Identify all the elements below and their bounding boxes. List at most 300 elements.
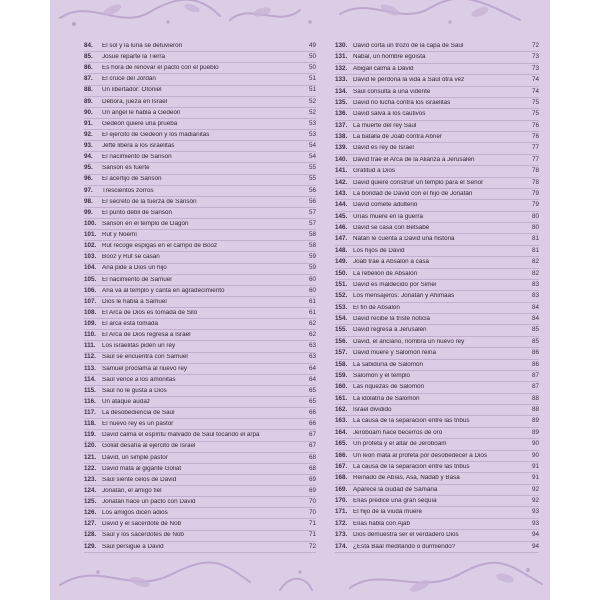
entry-number: 169. xyxy=(335,485,348,493)
entry-page-number: 56 xyxy=(308,197,316,205)
entry-number: 91. xyxy=(84,119,93,127)
toc-entry xyxy=(335,200,539,211)
entry-page-number: 82 xyxy=(531,258,539,266)
entry-number: 165. xyxy=(335,440,348,448)
entry-number: 107. xyxy=(84,297,97,305)
toc-entry xyxy=(335,155,539,166)
entry-title: Las riquezas de Salomón xyxy=(353,384,425,391)
entry-title: David muere y Salomón reina xyxy=(353,350,436,357)
entry-page-number: 77 xyxy=(531,155,539,163)
entry-number: 100. xyxy=(84,219,97,227)
entry-page-number: 70 xyxy=(308,509,316,517)
entry-title: David corta un trozo de la capa de Saúl xyxy=(353,43,464,50)
entry-number: 136. xyxy=(335,110,348,118)
entry-page-number: 94 xyxy=(531,531,539,539)
entry-page-number: 79 xyxy=(531,201,539,209)
entry-title: El hijo de la viuda muere xyxy=(353,509,422,516)
entry-title: El sol y la luna se detuvieron xyxy=(102,42,183,49)
entry-page-number: 56 xyxy=(308,186,316,194)
entry-page-number: 76 xyxy=(531,121,539,129)
entry-page-number: 50 xyxy=(308,53,316,61)
toc-entry xyxy=(335,485,539,496)
entry-number: 173. xyxy=(335,531,348,539)
toc-left-column xyxy=(84,41,316,553)
toc-entry xyxy=(84,108,316,119)
entry-number: 124. xyxy=(84,486,97,494)
entry-page-number: 53 xyxy=(308,119,316,127)
entry-number: 152. xyxy=(335,292,348,300)
toc-entry xyxy=(84,286,316,297)
entry-page-number: 69 xyxy=(308,486,316,494)
entry-title: El nuevo rey es un pastor xyxy=(102,421,174,428)
entry-page-number: 85 xyxy=(531,326,539,334)
entry-title: Salomón y el templo xyxy=(353,372,411,379)
entry-title: David trae el Arca de la Alianza a Jerusalén xyxy=(353,156,475,163)
entry-title: David salva a los cautivos xyxy=(353,111,426,118)
entry-number: 118. xyxy=(84,420,96,428)
entry-number: 138. xyxy=(335,133,348,141)
entry-page-number: 88 xyxy=(531,394,539,402)
toc-entry xyxy=(335,132,539,143)
toc-entry xyxy=(335,439,539,450)
entry-title: Reinado de Abías, Asa, Nadab y Basá xyxy=(353,475,460,482)
toc-entry xyxy=(84,397,316,408)
entry-title: Sansón es fuerte xyxy=(102,165,150,172)
entry-number: 147. xyxy=(335,235,348,243)
entry-page-number: 77 xyxy=(531,144,539,152)
entry-number: 131. xyxy=(335,53,348,61)
entry-page-number: 69 xyxy=(308,475,316,483)
toc-entry xyxy=(84,442,316,453)
entry-page-number: 68 xyxy=(308,453,316,461)
entry-title: Ana pide a Dios un hijo xyxy=(102,265,167,272)
entry-page-number: 65 xyxy=(308,386,316,394)
entry-page-number: 51 xyxy=(308,75,316,83)
entry-page-number: 94 xyxy=(531,542,539,550)
toc-entry xyxy=(84,364,316,375)
entry-title: Elías predice una gran sequía xyxy=(353,498,437,505)
entry-page-number: 54 xyxy=(308,142,316,150)
entry-title: Goliat desafía al ejército de Israel xyxy=(102,443,196,450)
toc-entry xyxy=(335,451,539,462)
entry-page-number: 83 xyxy=(531,280,539,288)
toc-entry xyxy=(84,74,316,85)
entry-title: Ana va al templo y canta en agradecimiento xyxy=(102,287,225,294)
toc-entry xyxy=(84,430,316,441)
entry-title: David y el sacerdote de Nob xyxy=(102,521,182,528)
toc-entry xyxy=(335,87,539,98)
entry-title: Saúl y los sacerdotes de Nob xyxy=(102,532,184,539)
toc-entry xyxy=(335,212,539,223)
entry-title: Saúl vence a los amonitas xyxy=(102,376,176,383)
entry-number: 87. xyxy=(84,75,93,83)
entry-number: 89. xyxy=(84,97,93,105)
entry-number: 162. xyxy=(335,406,348,414)
entry-title: Aparece la ciudad de Samaria xyxy=(353,486,438,493)
toc-entry xyxy=(84,264,316,275)
toc-entry xyxy=(84,52,316,63)
entry-number: 149. xyxy=(335,258,348,266)
toc-entry xyxy=(335,178,539,189)
entry-page-number: 76 xyxy=(531,133,539,141)
entry-page-number: 86 xyxy=(531,349,539,357)
toc-entry xyxy=(335,109,539,120)
entry-number: 168. xyxy=(335,474,348,482)
toc-entry xyxy=(84,130,316,141)
entry-page-number: 80 xyxy=(531,224,539,232)
entry-number: 128. xyxy=(84,531,97,539)
entry-number: 109. xyxy=(84,320,97,328)
entry-title: Urías muere en la guerra xyxy=(353,213,423,220)
entry-number: 86. xyxy=(84,64,93,72)
entry-number: 120. xyxy=(84,442,97,450)
toc-entry xyxy=(335,269,539,280)
entry-page-number: 91 xyxy=(531,462,539,470)
entry-title: Un ángel le habla a Gedeón xyxy=(102,109,181,116)
entry-title: Dios le habla a Samuel xyxy=(102,298,167,305)
entry-page-number: 84 xyxy=(531,315,539,323)
toc-entry xyxy=(84,464,316,475)
toc-entry xyxy=(335,382,539,393)
entry-page-number: 54 xyxy=(308,153,316,161)
entry-page-number: 82 xyxy=(531,269,539,277)
toc-entry xyxy=(84,353,316,364)
entry-number: 134. xyxy=(335,87,348,95)
entry-number: 150. xyxy=(335,269,348,277)
toc-entry xyxy=(84,175,316,186)
entry-page-number: 66 xyxy=(308,409,316,417)
entry-page-number: 81 xyxy=(531,235,539,243)
entry-page-number: 87 xyxy=(531,383,539,391)
entry-number: 171. xyxy=(335,508,348,516)
entry-title: El Arca de Dios es tomada de Silo xyxy=(102,309,198,316)
entry-title: Jonatán hace un pacto con David xyxy=(102,499,196,506)
entry-page-number: 92 xyxy=(531,485,539,493)
entry-title: Un león mata al profeta por desobedecer a Dios xyxy=(353,452,488,459)
entry-title: El cruce del Jordán xyxy=(102,76,156,83)
toc-entry xyxy=(84,453,316,464)
toc-entry xyxy=(84,531,316,542)
toc-entry xyxy=(84,386,316,397)
toc-right-column xyxy=(335,41,539,553)
entry-page-number: 70 xyxy=(308,498,316,506)
entry-number: 104. xyxy=(84,264,97,272)
entry-title: El nacimiento de Samuel xyxy=(102,276,172,283)
toc-entry xyxy=(84,375,316,386)
entry-title: La desobediencia de Saúl xyxy=(102,410,175,417)
entry-page-number: 68 xyxy=(308,464,316,472)
toc-entry xyxy=(335,98,539,109)
toc-entry xyxy=(335,189,539,200)
toc-entry xyxy=(84,519,316,530)
entry-page-number: 58 xyxy=(308,231,316,239)
entry-page-number: 50 xyxy=(308,64,316,72)
entry-page-number: 73 xyxy=(531,53,539,61)
entry-number: 161. xyxy=(335,394,348,402)
entry-title: David no lucha contra los israelitas xyxy=(353,99,451,106)
entry-page-number: 61 xyxy=(308,308,316,316)
entry-page-number: 89 xyxy=(531,417,539,425)
entry-title: Samuel proclama al nuevo rey xyxy=(102,365,188,372)
entry-number: 156. xyxy=(335,337,348,345)
entry-title: Un ataque audaz xyxy=(102,398,150,405)
toc-entry xyxy=(335,462,539,473)
entry-number: 139. xyxy=(335,144,348,152)
entry-page-number: 87 xyxy=(531,371,539,379)
entry-number: 117. xyxy=(84,409,96,417)
entry-number: 90. xyxy=(84,108,93,116)
entry-page-number: 88 xyxy=(531,406,539,414)
entry-number: 140. xyxy=(335,155,348,163)
entry-title: Los amigos dicen adiós xyxy=(102,510,168,517)
entry-title: David le perdona la vida a Saúl otra vez xyxy=(353,77,465,84)
entry-number: 102. xyxy=(84,242,97,250)
toc-entry xyxy=(84,86,316,97)
entry-number: 129. xyxy=(84,542,97,550)
toc-entry xyxy=(84,230,316,241)
entry-number: 113. xyxy=(84,364,96,372)
entry-title: La muerte del rey Saúl xyxy=(353,122,417,129)
entry-page-number: 74 xyxy=(531,76,539,84)
toc-entry xyxy=(84,141,316,152)
toc-entry xyxy=(84,41,316,52)
entry-number: 126. xyxy=(84,509,97,517)
entry-title: La bondad de David con el hijo de Jonatán xyxy=(353,190,473,197)
entry-page-number: 84 xyxy=(531,303,539,311)
toc-entry xyxy=(84,297,316,308)
entry-number: 130. xyxy=(335,42,348,50)
entry-title: David se casa con Betsabé xyxy=(353,225,430,232)
entry-number: 160. xyxy=(335,383,348,391)
toc-entry xyxy=(335,405,539,416)
entry-title: Jefté libera a los israelitas xyxy=(102,143,175,150)
entry-title: Jonatán, el amigo fiel xyxy=(102,487,162,494)
entry-number: 111. xyxy=(84,342,96,350)
entry-page-number: 86 xyxy=(531,360,539,368)
toc-entry xyxy=(335,325,539,336)
toc-entry xyxy=(335,394,539,405)
toc-entry xyxy=(84,497,316,508)
toc-entry xyxy=(335,507,539,518)
toc-entry xyxy=(84,63,316,74)
entry-number: 95. xyxy=(84,164,93,172)
entry-page-number: 67 xyxy=(308,442,316,450)
entry-number: 142. xyxy=(335,178,348,186)
entry-page-number: 52 xyxy=(308,108,316,116)
entry-title: El Arca de Dios regresa a Israel xyxy=(102,332,191,339)
entry-page-number: 59 xyxy=(308,253,316,261)
toc-entry xyxy=(335,121,539,132)
entry-number: 145. xyxy=(335,212,348,220)
entry-title: Los mensajeros: Jonatán y Ahimaas xyxy=(353,293,455,300)
toc-entry xyxy=(84,486,316,497)
entry-number: 151. xyxy=(335,280,348,288)
entry-title: El ejército de Gedeón y los madianitas xyxy=(102,131,210,138)
entry-page-number: 58 xyxy=(308,242,316,250)
toc-entry xyxy=(335,314,539,325)
toc-entry xyxy=(84,186,316,197)
entry-title: Es hora de renovar el pacto con el pueblo xyxy=(102,65,219,72)
entry-number: 106. xyxy=(84,286,97,294)
toc-entry xyxy=(335,246,539,257)
entry-title: El fin de Absalón xyxy=(353,304,400,311)
toc-entry xyxy=(335,473,539,484)
toc-entry xyxy=(335,291,539,302)
entry-number: 125. xyxy=(84,498,97,506)
entry-title: David calma el espíritu malvado de Saúl tocando el arpa xyxy=(102,432,260,439)
toc-entry xyxy=(84,419,316,430)
entry-title: Gratitud a Dios xyxy=(353,168,395,175)
entry-title: Saúl se encuentra con Samuel xyxy=(102,354,188,361)
entry-title: El nacimiento de Sansón xyxy=(102,154,172,161)
entry-title: David es maldecido por Simei xyxy=(353,281,437,288)
entry-page-number: 64 xyxy=(308,375,316,383)
toc-entry xyxy=(84,308,316,319)
toc-entry xyxy=(84,330,316,341)
toc-entry xyxy=(84,341,316,352)
entry-number: 108. xyxy=(84,308,97,316)
entry-title: El arca está tomada xyxy=(102,321,159,328)
entry-number: 119. xyxy=(84,431,96,439)
entry-number: 88. xyxy=(84,86,93,94)
entry-page-number: 57 xyxy=(308,208,316,216)
entry-page-number: 67 xyxy=(308,431,316,439)
entry-number: 121. xyxy=(84,453,97,461)
book-page xyxy=(50,0,550,600)
entry-title: Trescientos zorros xyxy=(102,187,154,194)
entry-title: El acertijo de Sansón xyxy=(102,176,162,183)
toc-entry xyxy=(335,303,539,314)
entry-title: David recibe la triste noticia xyxy=(353,316,430,323)
entry-number: 144. xyxy=(335,201,348,209)
entry-page-number: 49 xyxy=(308,41,316,49)
entry-title: Abigail calma a David xyxy=(353,65,414,72)
entry-page-number: 62 xyxy=(308,331,316,339)
entry-page-number: 73 xyxy=(531,64,539,72)
entry-page-number: 57 xyxy=(308,219,316,227)
toc-entry xyxy=(84,252,316,263)
entry-page-number: 72 xyxy=(531,42,539,50)
entry-title: Saúl siente celos de David xyxy=(102,476,177,483)
entry-number: 157. xyxy=(335,349,348,357)
toc-entry xyxy=(84,319,316,330)
toc-entry xyxy=(335,542,539,553)
toc-entry xyxy=(335,428,539,439)
entry-title: Rut y Noemí xyxy=(102,232,137,239)
entry-page-number: 55 xyxy=(308,175,316,183)
entry-page-number: 75 xyxy=(531,110,539,118)
entry-number: 143. xyxy=(335,189,348,197)
toc-entry xyxy=(84,542,316,553)
toc-entry xyxy=(84,241,316,252)
entry-number: 164. xyxy=(335,428,348,436)
toc-entry xyxy=(335,371,539,382)
entry-title: Joab trae a Absalón a casa xyxy=(353,259,429,266)
entry-title: David, un simple pastor xyxy=(102,454,168,461)
entry-page-number: 78 xyxy=(531,178,539,186)
entry-title: David, el anciano, nombra un nuevo rey xyxy=(353,338,465,345)
entry-page-number: 93 xyxy=(531,519,539,527)
entry-title: Booz y Rut se casan xyxy=(102,254,160,261)
entry-page-number: 93 xyxy=(531,508,539,516)
toc-entry xyxy=(84,197,316,208)
entry-page-number: 78 xyxy=(531,167,539,175)
entry-title: Saúl persigue a David xyxy=(102,543,164,550)
entry-page-number: 81 xyxy=(531,246,539,254)
entry-number: 122. xyxy=(84,464,97,472)
entry-title: David quiere construir un templo para el Señor xyxy=(353,179,484,186)
entry-title: Nabal, un hombre egoísta xyxy=(353,54,426,61)
toc-entry xyxy=(84,119,316,130)
entry-number: 97. xyxy=(84,186,93,194)
entry-page-number: 55 xyxy=(308,164,316,172)
toc-entry xyxy=(84,208,316,219)
entry-page-number: 72 xyxy=(308,542,316,550)
entry-page-number: 64 xyxy=(308,364,316,372)
entry-number: 170. xyxy=(335,497,348,505)
entry-title: Los hijos de David xyxy=(353,247,405,254)
toc-entry xyxy=(84,408,316,419)
entry-number: 163. xyxy=(335,417,348,425)
toc-entry xyxy=(335,234,539,245)
entry-number: 123. xyxy=(84,475,97,483)
entry-page-number: 60 xyxy=(308,286,316,294)
entry-page-number: 63 xyxy=(308,342,316,350)
entry-title: Un profeta y el altar de Jeroboam xyxy=(353,441,447,448)
toc-entry xyxy=(335,337,539,348)
toc-entry xyxy=(335,280,539,291)
entry-number: 110. xyxy=(84,331,96,339)
entry-number: 141. xyxy=(335,167,348,175)
entry-number: 114. xyxy=(84,375,96,383)
toc-entry xyxy=(84,508,316,519)
entry-page-number: 71 xyxy=(308,531,316,539)
entry-page-number: 52 xyxy=(308,97,316,105)
entry-page-number: 75 xyxy=(531,98,539,106)
entry-title: Jeroboam hace becerros de oro xyxy=(353,429,443,436)
toc-entry xyxy=(335,223,539,234)
entry-number: 172. xyxy=(335,519,348,527)
entry-number: 167. xyxy=(335,462,348,470)
toc-entry xyxy=(84,475,316,486)
entry-number: 158. xyxy=(335,360,348,368)
entry-number: 153. xyxy=(335,303,348,311)
entry-number: 166. xyxy=(335,451,348,459)
toc-entry xyxy=(335,496,539,507)
entry-page-number: 80 xyxy=(531,212,539,220)
toc-entry xyxy=(84,275,316,286)
entry-title: David regresa a Jerusalén xyxy=(353,327,427,334)
entry-number: 96. xyxy=(84,175,93,183)
entry-page-number: 53 xyxy=(308,130,316,138)
entry-title: La sabiduría de Salomón xyxy=(353,361,424,368)
toc-entry xyxy=(84,163,316,174)
toc-entry xyxy=(335,416,539,427)
toc-entry xyxy=(335,52,539,63)
entry-page-number: 61 xyxy=(308,297,316,305)
entry-number: 99. xyxy=(84,208,93,216)
entry-title: La idolatría de Salomón xyxy=(353,395,420,402)
entry-title: El punto débil de Sansón xyxy=(102,209,173,216)
entry-page-number: 65 xyxy=(308,397,316,405)
entry-number: 137. xyxy=(335,121,348,129)
entry-title: Natán le cuenta a David una historia xyxy=(353,236,455,243)
entry-number: 155. xyxy=(335,326,348,334)
entry-number: 105. xyxy=(84,275,97,283)
entry-number: 112. xyxy=(84,353,96,361)
entry-title: Saúl no le gusta a Dios xyxy=(102,387,167,394)
entry-title: Rut recoge espigas en el campo de Booz xyxy=(102,243,218,250)
